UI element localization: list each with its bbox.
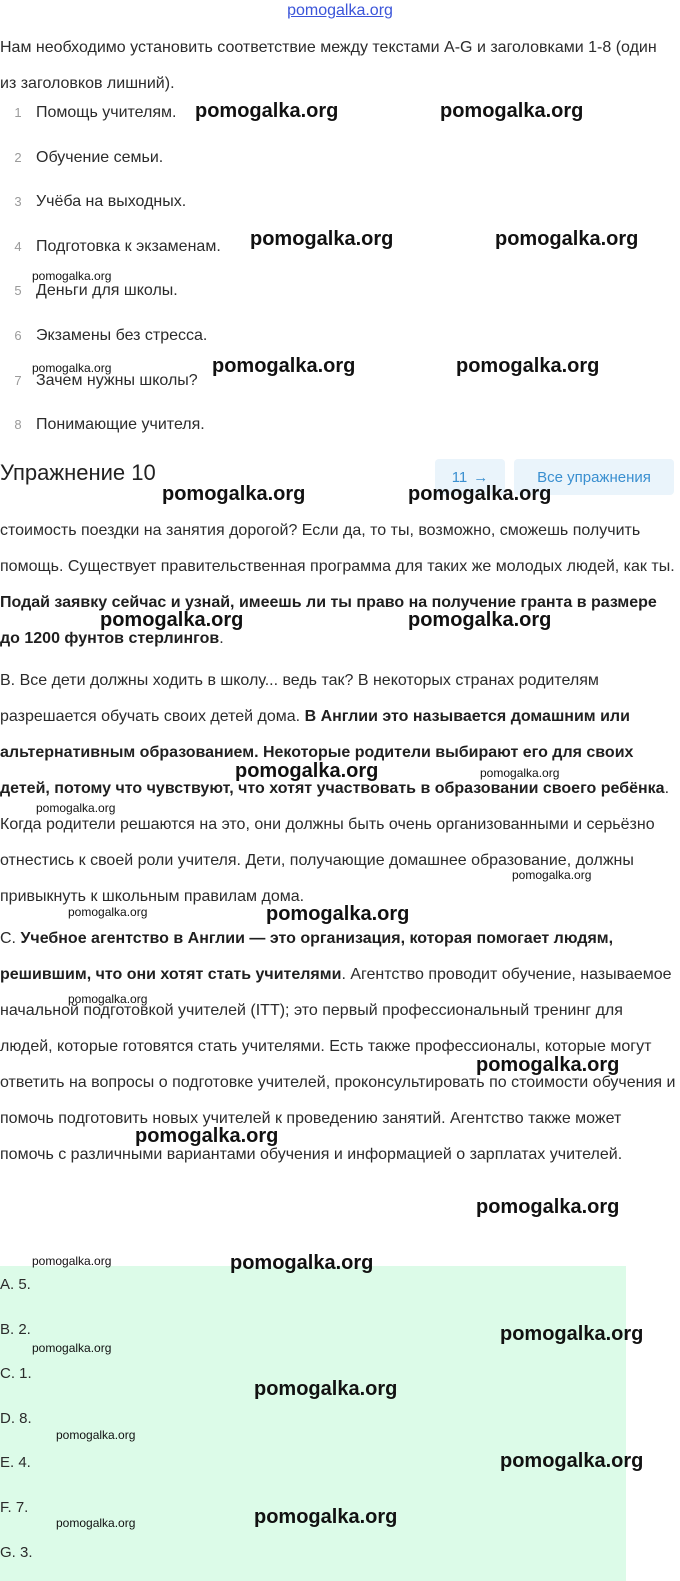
watermark: pomogalka.org	[32, 361, 112, 375]
answer-item: C. 1.	[0, 1365, 32, 1383]
bold-run: В Англии это называется домашним или альтернативным образованием. Некоторые родители выбирают его для своих детей, потому что чувствуют, что хотят участвовать в образовании своего ребёнка	[0, 708, 665, 797]
bold-run: Подай заявку сейчас и узнай, имеешь ли ты право на получение гранта в размере до 1200 фунтов стерлингов	[0, 594, 657, 647]
watermark: pomogalka.org	[254, 1506, 398, 1528]
arrow-right-icon: →	[473, 468, 489, 486]
item-number: 7	[14, 372, 22, 388]
item-text: Деньги для школы.	[36, 282, 178, 300]
all-exercises-label: Все упражнения	[537, 468, 651, 486]
watermark: pomogalka.org	[36, 801, 116, 815]
bold-run: Учебное агентство в Англии — это организация, которая помогает людям, решившим, что они хотят стать учителями	[0, 930, 614, 983]
watermark: pomogalka.org	[212, 355, 356, 377]
text-run: B. Все дети должны ходить в школу... ведь так? В некоторых странах родителям разрешается обучать своих детей дома.	[0, 672, 599, 725]
watermark: pomogalka.org	[162, 483, 306, 505]
item-number: 3	[14, 194, 22, 210]
watermark: pomogalka.org	[235, 760, 379, 782]
watermark: pomogalka.org	[250, 228, 394, 250]
watermark: pomogalka.org	[408, 609, 552, 631]
task-intro: Нам необходимо установить соответствие между текстами A-G и заголовками 1-8 (один из заголовков лишний).	[0, 39, 657, 92]
watermark: pomogalka.org	[254, 1378, 398, 1400]
watermark: pomogalka.org	[500, 1323, 644, 1345]
item-number: 6	[14, 327, 22, 343]
watermark: pomogalka.org	[135, 1125, 279, 1147]
item-text: Помощь учителям.	[36, 104, 177, 121]
watermark: pomogalka.org	[500, 1450, 644, 1472]
answer-item: E. 4.	[0, 1454, 31, 1472]
exercise-title: Упражнение 10	[0, 460, 156, 485]
answer-box	[0, 1266, 626, 1581]
paragraph-a	[0, 513, 676, 657]
item-text: Обучение семьи.	[36, 148, 164, 166]
watermark: pomogalka.org	[480, 766, 560, 780]
watermark: pomogalka.org	[512, 868, 592, 882]
text-run: стоимость поездки на занятия дорогой? Если да, то ты, возможно, сможешь получить помощь. Существует правительственная программа для таких же молодых людей, как ты.	[0, 522, 675, 575]
watermark: pomogalka.org	[476, 1196, 620, 1218]
watermark: pomogalka.org	[32, 1341, 112, 1355]
watermark: pomogalka.org	[408, 483, 552, 505]
item-number: 8	[14, 417, 22, 433]
watermark: pomogalka.org	[56, 1516, 136, 1530]
answer-item: G. 3.	[0, 1543, 33, 1561]
answer-item: F. 7.	[0, 1498, 29, 1516]
watermark: pomogalka.org	[100, 609, 244, 631]
text-run: . Агентство проводит обучение, называемое начальной подготовкой учителей (ITT); это первый профессиональный тренинг для людей, которые готовятся стать учителями. Есть также профессионалы, которые могут ответить на вопросы о подготовке учителей, проконсультировать по стоимости обучения и помочь подготовить новых учителей к проведению занятий. Агентство также может помочь с различными вариантами обучения и информацией о зарплатах учителей.	[0, 966, 676, 1163]
watermark: pomogalka.org	[495, 228, 639, 250]
item-text: Учёба на выходных.	[36, 193, 187, 211]
item-text: Понимающие учителя.	[36, 416, 205, 434]
item-number: 5	[14, 283, 22, 299]
watermark: pomogalka.org	[195, 100, 339, 122]
text-run: C.	[0, 930, 21, 947]
list-item	[0, 225, 221, 270]
item-text: Подготовка к экзаменам.	[36, 237, 221, 255]
next-exercise-label: 11	[451, 468, 468, 486]
item-number: 2	[14, 149, 22, 165]
list-item	[0, 91, 221, 136]
answer-item: B. 2.	[0, 1320, 31, 1338]
item-number: 4	[14, 238, 22, 254]
watermark: pomogalka.org	[68, 905, 148, 919]
watermark: pomogalka.org	[266, 903, 410, 925]
text-run: .	[219, 630, 224, 647]
item-number: 1	[14, 105, 22, 120]
list-item	[0, 180, 221, 225]
list-item	[0, 314, 221, 359]
watermark: pomogalka.org	[456, 355, 600, 377]
list-item	[0, 136, 221, 181]
watermark: pomogalka.org	[56, 1428, 136, 1442]
answer-item: A. 5.	[0, 1276, 31, 1293]
watermark: pomogalka.org	[32, 269, 112, 283]
text-run: . Когда родители решаются на это, они должны быть очень организованными и серьёзно отнестись к своей роли учителя. Дети, получающие домашнее образование, должны привыкнуть к школьным правилам дома.	[0, 780, 670, 905]
watermark: pomogalka.org	[440, 100, 584, 122]
site-link-top[interactable]: pomogalka.org	[287, 2, 393, 19]
watermark: pomogalka.org	[32, 1254, 112, 1268]
item-text: Экзамены без стресса.	[36, 326, 208, 344]
answer-item: D. 8.	[0, 1409, 32, 1427]
list-item	[0, 403, 221, 448]
paragraph-c	[0, 921, 676, 1173]
watermark: pomogalka.org	[476, 1054, 620, 1076]
item-text: Зачем нужны школы?	[36, 371, 198, 389]
watermark: pomogalka.org	[68, 992, 148, 1006]
watermark: pomogalka.org	[230, 1252, 374, 1274]
